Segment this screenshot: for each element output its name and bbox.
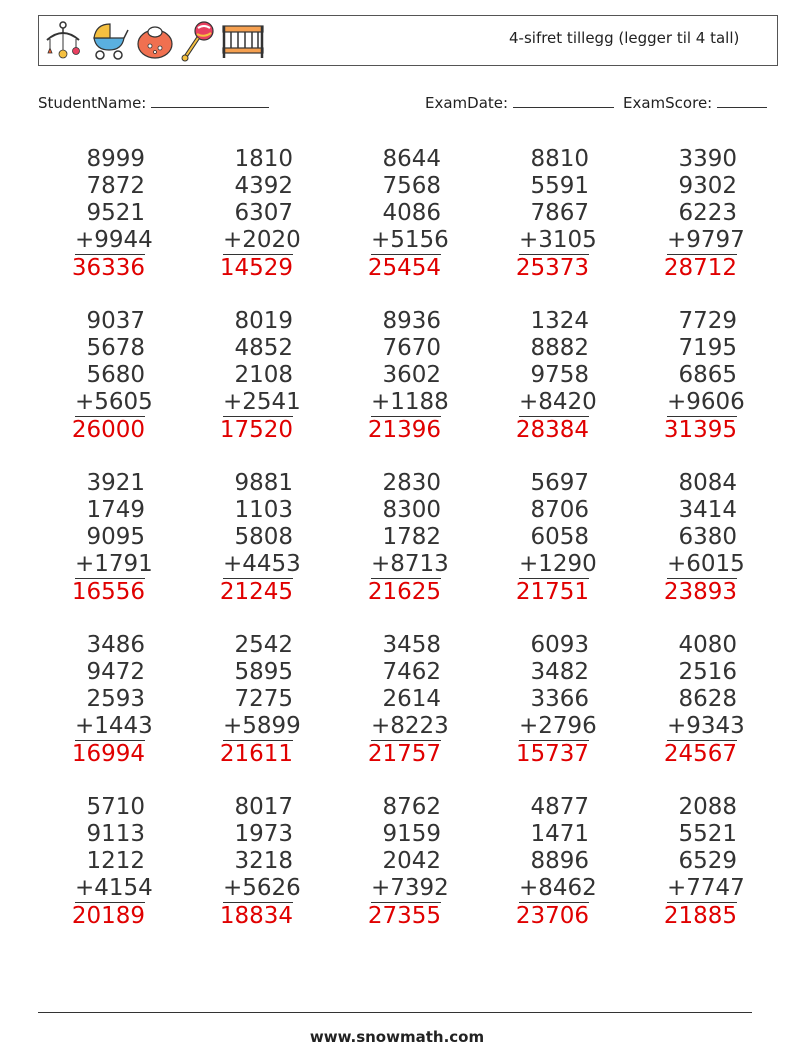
addend-3: 3218: [234, 848, 293, 874]
sum-answer: 18834: [219, 903, 293, 929]
addend-3: 9521: [86, 200, 145, 226]
addend-3: 2593: [86, 686, 145, 712]
addend-4: +5156: [371, 227, 449, 253]
addend-3: 4086: [382, 200, 441, 226]
addend-2: 3414: [678, 497, 737, 523]
addend-2: 7568: [382, 173, 441, 199]
sum-answer: 15737: [515, 741, 589, 767]
student-name-blank[interactable]: [151, 93, 269, 108]
addend-4: +6015: [667, 551, 745, 577]
addend-1: 8999: [86, 146, 145, 172]
addend-1: 1324: [530, 308, 589, 334]
addend-1: 4877: [530, 794, 589, 820]
sum-answer: 16994: [71, 741, 145, 767]
addend-3: 9095: [86, 524, 145, 550]
sum-answer: 17520: [219, 417, 293, 443]
addition-problem: [479, 308, 597, 444]
addition-problem: [331, 794, 449, 930]
sum-answer: 14529: [219, 255, 293, 281]
addend-4: +3105: [519, 227, 597, 253]
addend-3: 6223: [678, 200, 737, 226]
addition-problem: [331, 632, 449, 768]
addition-problem: [331, 470, 449, 606]
worksheet-title: 4-sifret tillegg (legger til 4 tall): [509, 29, 740, 47]
addend-4: +8713: [371, 551, 449, 577]
addend-2: 8706: [530, 497, 589, 523]
addend-3: 7867: [530, 200, 589, 226]
baby-rattle-icon: [180, 20, 216, 62]
header-icons: [42, 20, 266, 62]
addition-problem: [35, 308, 153, 444]
addend-1: 6093: [530, 632, 589, 658]
exam-score-label: ExamScore:: [623, 94, 713, 112]
addend-2: 9472: [86, 659, 145, 685]
addend-1: 3486: [86, 632, 145, 658]
addend-4: +1443: [75, 713, 153, 739]
addend-3: 1212: [86, 848, 145, 874]
addend-1: 2088: [678, 794, 737, 820]
exam-score-blank[interactable]: [717, 93, 767, 108]
addition-problem: [479, 794, 597, 930]
addend-2: 5678: [86, 335, 145, 361]
addend-1: 8019: [234, 308, 293, 334]
sum-answer: 31395: [663, 417, 737, 443]
sum-answer: 16556: [71, 579, 145, 605]
addition-problem: [627, 308, 745, 444]
addend-1: 9037: [86, 308, 145, 334]
sum-answer: 21396: [367, 417, 441, 443]
addend-4: +5626: [223, 875, 301, 901]
addend-2: 5895: [234, 659, 293, 685]
sum-answer: 25373: [515, 255, 589, 281]
footer-divider: [38, 1012, 752, 1013]
addend-1: 3921: [86, 470, 145, 496]
addend-4: +8223: [371, 713, 449, 739]
addend-4: +5605: [75, 389, 153, 415]
addition-problem: [183, 470, 301, 606]
addend-3: 2108: [234, 362, 293, 388]
addend-3: 6307: [234, 200, 293, 226]
addend-3: 7275: [234, 686, 293, 712]
sum-answer: 25454: [367, 255, 441, 281]
addend-2: 4392: [234, 173, 293, 199]
addend-3: 2042: [382, 848, 441, 874]
addend-4: +8462: [519, 875, 597, 901]
addend-1: 5697: [530, 470, 589, 496]
addition-problem: [35, 632, 153, 768]
addition-problem: [627, 146, 745, 282]
sum-answer: 28712: [663, 255, 737, 281]
addend-4: +9797: [667, 227, 745, 253]
addend-1: 8762: [382, 794, 441, 820]
addition-problem: [479, 632, 597, 768]
student-name-label: StudentName:: [38, 94, 147, 112]
addend-4: +9606: [667, 389, 745, 415]
addend-2: 1749: [86, 497, 145, 523]
addend-4: +2541: [223, 389, 301, 415]
sum-answer: 36336: [71, 255, 145, 281]
addend-4: +8420: [519, 389, 597, 415]
sum-answer: 21751: [515, 579, 589, 605]
addition-problem: [331, 308, 449, 444]
addend-1: 5710: [86, 794, 145, 820]
addend-2: 7670: [382, 335, 441, 361]
addition-problem: [35, 146, 153, 282]
addend-3: 8896: [530, 848, 589, 874]
addend-4: +9343: [667, 713, 745, 739]
baby-bib-icon: [134, 20, 176, 62]
addend-3: 5680: [86, 362, 145, 388]
addend-3: 6380: [678, 524, 737, 550]
addend-3: 8628: [678, 686, 737, 712]
addend-3: 3366: [530, 686, 589, 712]
addition-problem: [331, 146, 449, 282]
addend-2: 5591: [530, 173, 589, 199]
addend-3: 5808: [234, 524, 293, 550]
sum-answer: 27355: [367, 903, 441, 929]
addend-1: 4080: [678, 632, 737, 658]
addend-2: 2516: [678, 659, 737, 685]
sum-answer: 21757: [367, 741, 441, 767]
sum-answer: 26000: [71, 417, 145, 443]
addend-1: 8644: [382, 146, 441, 172]
addend-2: 1973: [234, 821, 293, 847]
addition-problem: [627, 632, 745, 768]
addition-problem: [183, 308, 301, 444]
exam-date-label: ExamDate:: [425, 94, 509, 112]
baby-mobile-icon: [42, 20, 84, 62]
footer-website: www.snowmath.com: [309, 1028, 485, 1046]
addend-3: 1782: [382, 524, 441, 550]
addend-1: 2542: [234, 632, 293, 658]
addend-1: 7729: [678, 308, 737, 334]
addend-2: 7462: [382, 659, 441, 685]
addition-problem: [35, 794, 153, 930]
addend-2: 9113: [86, 821, 145, 847]
addend-3: 3602: [382, 362, 441, 388]
addend-1: 8936: [382, 308, 441, 334]
sum-answer: 23706: [515, 903, 589, 929]
addition-problem: [35, 470, 153, 606]
addend-4: +4453: [223, 551, 301, 577]
addend-2: 4852: [234, 335, 293, 361]
addition-problem: [627, 794, 745, 930]
addend-1: 8810: [530, 146, 589, 172]
addend-1: 2830: [382, 470, 441, 496]
addend-4: +5899: [223, 713, 301, 739]
sum-answer: 21245: [219, 579, 293, 605]
addend-2: 7195: [678, 335, 737, 361]
sum-answer: 20189: [71, 903, 145, 929]
baby-crib-icon: [220, 20, 266, 62]
addend-1: 8084: [678, 470, 737, 496]
addend-3: 6058: [530, 524, 589, 550]
addend-2: 8300: [382, 497, 441, 523]
addend-2: 8882: [530, 335, 589, 361]
addend-4: +7392: [371, 875, 449, 901]
addend-4: +2796: [519, 713, 597, 739]
addend-3: 6865: [678, 362, 737, 388]
addend-3: 2614: [382, 686, 441, 712]
sum-answer: 28384: [515, 417, 589, 443]
addend-1: 8017: [234, 794, 293, 820]
addend-1: 9881: [234, 470, 293, 496]
addend-2: 1103: [234, 497, 293, 523]
addition-problem: [479, 470, 597, 606]
baby-stroller-icon: [88, 20, 130, 62]
addend-2: 3482: [530, 659, 589, 685]
addend-2: 1471: [530, 821, 589, 847]
addend-4: +7747: [667, 875, 745, 901]
addend-4: +1188: [371, 389, 449, 415]
addend-4: +1791: [75, 551, 153, 577]
addend-2: 5521: [678, 821, 737, 847]
addend-2: 7872: [86, 173, 145, 199]
addition-problem: [183, 794, 301, 930]
exam-score-field: [623, 93, 767, 112]
addition-problem: [627, 470, 745, 606]
addition-problem: [479, 146, 597, 282]
addition-problem: [183, 146, 301, 282]
sum-answer: 24567: [663, 741, 737, 767]
addend-4: +4154: [75, 875, 153, 901]
addend-3: 9758: [530, 362, 589, 388]
addend-2: 9159: [382, 821, 441, 847]
addend-3: 6529: [678, 848, 737, 874]
addend-2: 9302: [678, 173, 737, 199]
worksheet-header: [38, 15, 778, 66]
addend-4: +9944: [75, 227, 153, 253]
exam-date-field: [425, 93, 614, 112]
addend-4: +1290: [519, 551, 597, 577]
sum-answer: 23893: [663, 579, 737, 605]
addend-4: +2020: [223, 227, 301, 253]
sum-answer: 21885: [663, 903, 737, 929]
student-name-field: [38, 93, 269, 112]
addend-1: 3390: [678, 146, 737, 172]
addend-1: 3458: [382, 632, 441, 658]
exam-date-blank[interactable]: [513, 93, 614, 108]
sum-answer: 21625: [367, 579, 441, 605]
sum-answer: 21611: [219, 741, 293, 767]
addition-problem: [183, 632, 301, 768]
addend-1: 1810: [234, 146, 293, 172]
